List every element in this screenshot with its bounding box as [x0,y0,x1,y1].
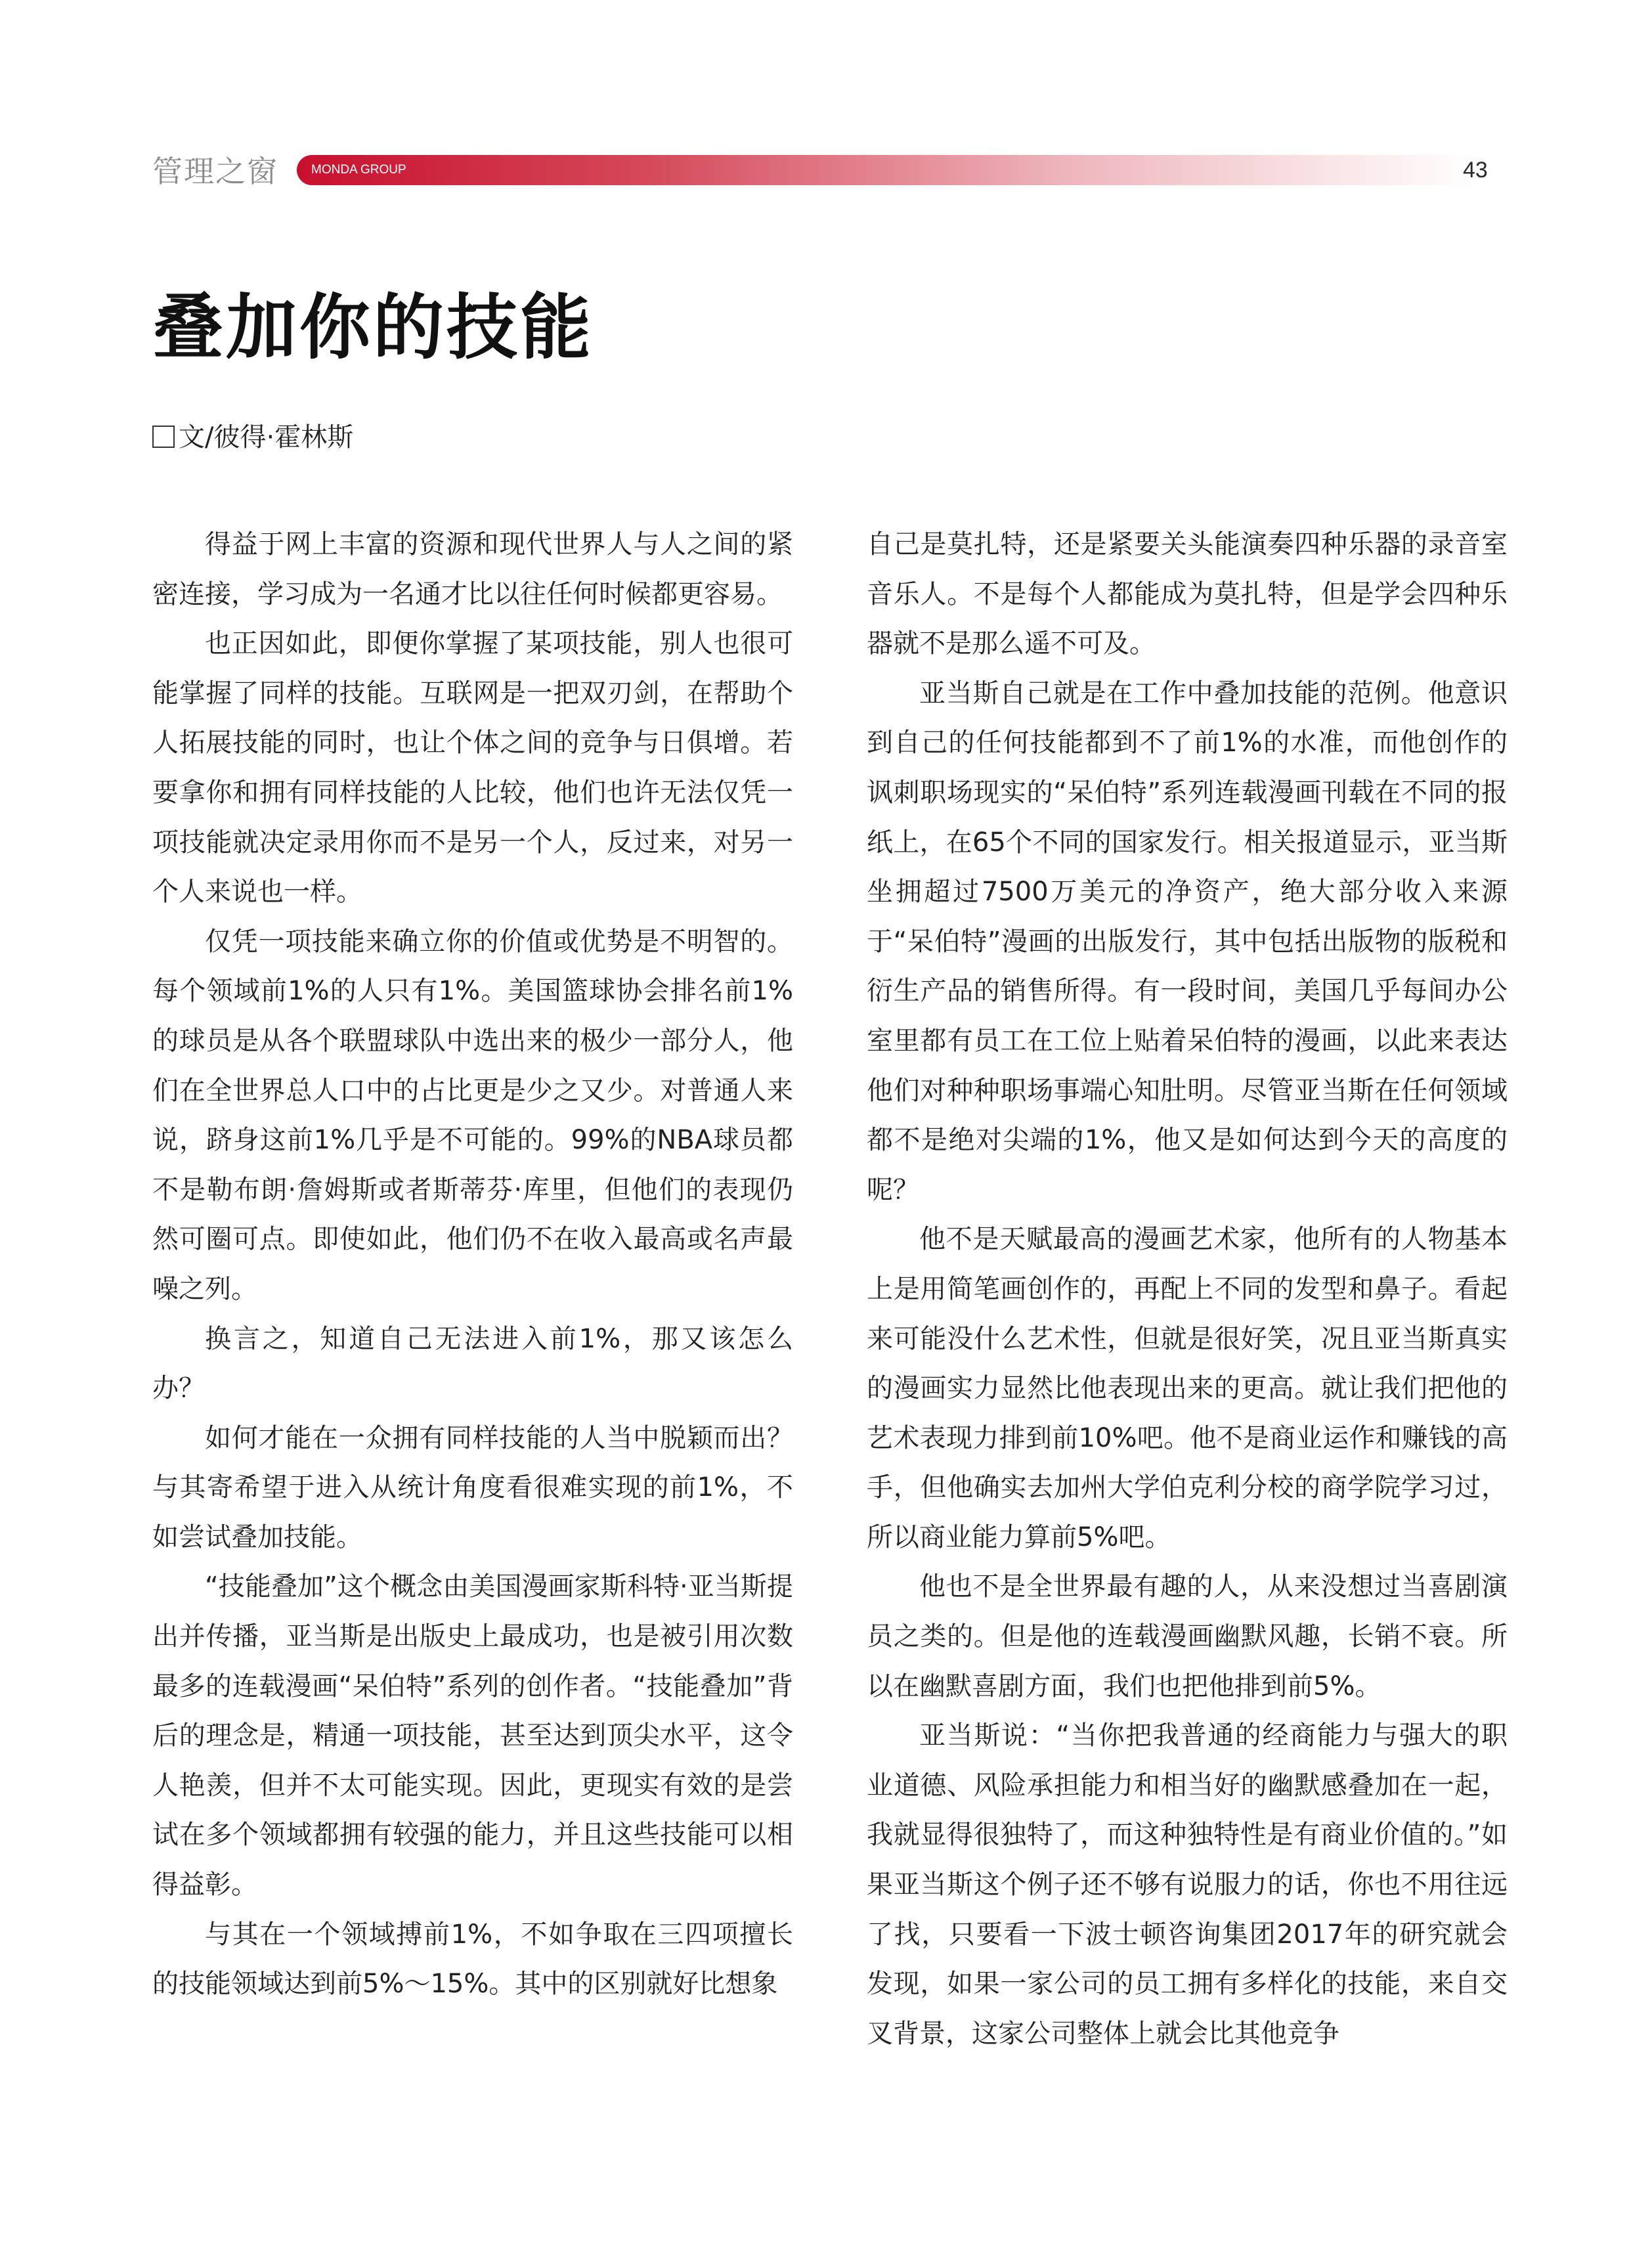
left-column [152,520,793,2009]
paragraph: 他也不是全世界最有趣的人，从来没想过当喜剧演员之类的。但是他的连载漫画幽默风趣，长销不衰。所以在幽默喜剧方面，我们也把他排到前5%。 [867,1571,1508,1701]
paragraph: “技能叠加”这个概念由美国漫画家斯科特·亚当斯提出并传播，亚当斯是出版史上最成功，也是被引用次数最多的连载漫画“呆伯特”系列的创作者。“技能叠加”背后的理念是，精通一项技能，甚至达到顶尖水平，这令人艳羡，但并不太可能实现。因此，更现实有效的是尝试在多个领域都拥有较强的能力，并且这些技能可以相得益彰。 [152,1571,793,1900]
brand-bar [297,155,1479,185]
byline [152,418,353,457]
paragraph: 仅凭一项技能来确立你的价值或优势是不明智的。每个领域前1%的人只有1%。美国篮球协会排名前1%的球员是从各个联盟球队中选出来的极少一部分人，他们在全世界总人口中的占比更是少之又少。对普通人来说，跻身这前1%几乎是不可能的。99%的NBA球员都不是勒布朗·詹姆斯或者斯蒂芬·库里，但他们的表现仍然可圈可点。即使如此，他们仍不在收入最高或名声最噪之列。 [152,926,793,1304]
brand-label: MONDA GROUP [311,163,406,177]
paragraph: 与其在一个领域搏前1%，不如争取在三四项擅长的技能领域达到前5%～15%。其中的区别就好比想象 [152,1919,793,2000]
byline-box-glyph [152,426,175,448]
byline-text: 文/彼得·霍林斯 [179,422,354,452]
paragraph-continued: 自己是莫扎特，还是紧要关头能演奏四种乐器的录音室音乐人。不是每个人都能成为莫扎特，但是学会四种乐器就不是那么遥不可及。 [867,529,1508,659]
section-name: 管理之窗 [152,154,278,189]
page-header [0,0,1652,210]
paragraph: 如何才能在一众拥有同样技能的人当中脱颖而出？与其寄希望于进入从统计角度看很难实现的前1%，不如尝试叠加技能。 [152,1422,793,1552]
right-column [867,520,1508,2059]
paragraph: 亚当斯自己就是在工作中叠加技能的范例。他意识到自己的任何技能都到不了前1%的水准，而他创作的讽刺职场现实的“呆伯特”系列连载漫画刊载在不同的报纸上，在65个不同的国家发行。相关报道显示，亚当斯坐拥超过7500万美元的净资产，绝大部分收入来源于“呆伯特”漫画的出版发行，其中包括出版物的版税和衍生产品的销售所得。有一段时间，美国几乎每间办公室里都有员工在工位上贴着呆伯特的漫画，以此来表达他们对种种职场事端心知肚明。尽管亚当斯在任何领域都不是绝对尖端的1%，他又是如何达到今天的高度的呢？ [867,678,1508,1205]
article-title: 叠加你的技能 [152,287,594,369]
paragraph: 也正因如此，即便你掌握了某项技能，别人也很可能掌握了同样的技能。互联网是一把双刃剑，在帮助个人拓展技能的同时，也让个体之间的竞争与日俱增。若要拿你和拥有同样技能的人比较，他们也许无法仅凭一项技能就决定录用你而不是另一个人，反过来，对另一个人来说也一样。 [152,628,793,908]
paragraph: 亚当斯说：“当你把我普通的经商能力与强大的职业道德、风险承担能力和相当好的幽默感叠加在一起，我就显得很独特了，而这种独特性是有商业价值的。”如果亚当斯这个例子还不够有说服力的话，你也不用往远了找，只要看一下波士顿咨询集团2017年的研究就会发现，如果一家公司的员工拥有多样化的技能，来自交叉背景，这家公司整体上就会比其他竞争 [867,1720,1508,2049]
paragraph: 得益于网上丰富的资源和现代世界人与人之间的紧密连接，学习成为一名通才比以往任何时候都更容易。 [152,529,793,609]
paragraph: 换言之，知道自己无法进入前1%，那又该怎么办？ [152,1323,793,1404]
paragraph: 他不是天赋最高的漫画艺术家，他所有的人物基本上是用简笔画创作的，再配上不同的发型和鼻子。看起来可能没什么艺术性，但就是很好笑，况且亚当斯真实的漫画实力显然比他表现出来的更高。就让我们把他的艺术表现力排到前10%吧。他不是商业运作和赚钱的高手，但他确实去加州大学伯克利分校的商学院学习过，所以商业能力算前5%吧。 [867,1224,1508,1552]
page-number: 43 [1463,158,1488,183]
